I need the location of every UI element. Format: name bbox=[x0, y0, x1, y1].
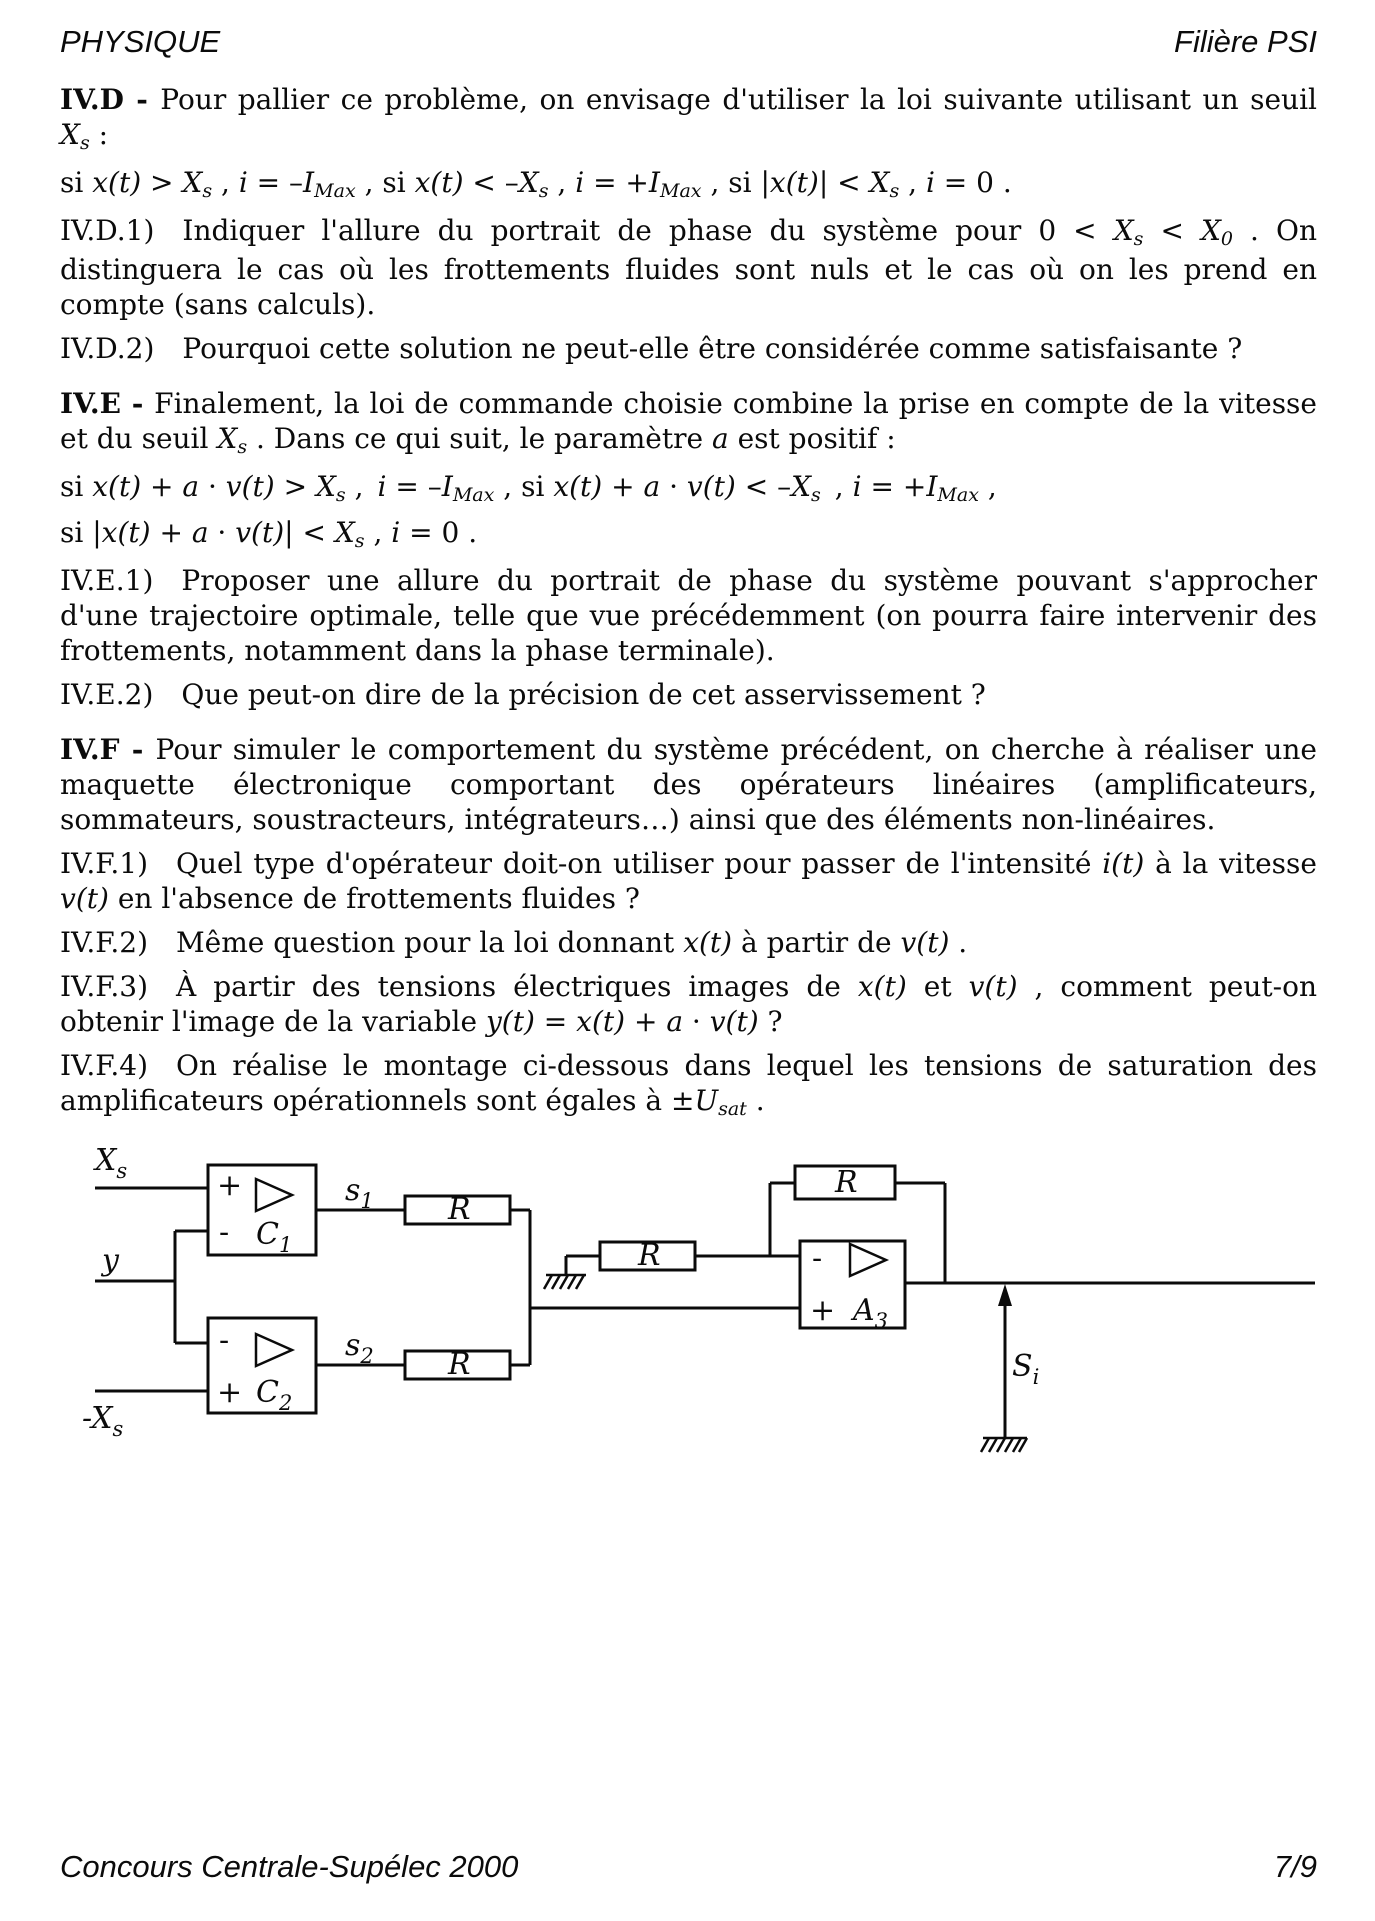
c2-minus-sign: - bbox=[219, 1323, 230, 1358]
question-ivf4: IV.F.4) On réalise le montage ci-dessous dans lequel les tensions de saturation des amplificateurs opérationnels sont égales à ±Usat . bbox=[60, 1049, 1317, 1120]
question-ivf1: IV.F.1) Quel type d'opérateur doit-on utiliser pour passer de l'intensité i(t) à la vitesse v(t) en l'absence de frottements fluides ? bbox=[60, 847, 1317, 915]
paragraph-ivd: IV.D - Pour pallier ce problème, on envisage d'utiliser la loi suivante utilisant un seuil Xs : bbox=[60, 83, 1317, 154]
c1-plus-sign: + bbox=[217, 1168, 243, 1203]
page-footer bbox=[60, 1849, 1317, 1885]
a3-plus-sign: + bbox=[810, 1293, 836, 1328]
c2-name: $C_2$ bbox=[256, 1375, 293, 1415]
resistor-r1 bbox=[405, 1192, 510, 1227]
question-ivd1: IV.D.1) Indiquer l'allure du portrait de phase du système pour 0 < Xs < X0 . On distinguera le cas où les frottements fluides sont nuls et le cas où on les prend en compte (sans calculs). bbox=[60, 214, 1317, 321]
question-ivf3: IV.F.3) À partir des tensions électriques images de x(t) et v(t) , comment peut-on obtenir l'image de la variable y(t) = x(t) + a · v(t) ? bbox=[60, 970, 1317, 1038]
question-ive2: IV.E.2) Que peut-on dire de la précision de cet asservissement ? bbox=[60, 678, 986, 711]
math-line-ive-1: si x(t) + a · v(t) > Xs , i = –IMax , si x(t) + a · v(t) < –Xs , i = +IMax , bbox=[60, 470, 997, 506]
label-si: $S_i$ bbox=[1012, 1349, 1040, 1389]
footer-exam-name: Concours Centrale-Supélec 2000 bbox=[60, 1849, 519, 1884]
c2-plus-sign: + bbox=[217, 1375, 243, 1410]
circuit-svg bbox=[60, 1138, 1317, 1488]
question-ivd2: IV.D.2) Pourquoi cette solution ne peut-elle être considérée comme satisfaisante ? bbox=[60, 332, 1243, 365]
circuit-diagram bbox=[60, 1138, 1317, 1488]
arrow-up-icon bbox=[998, 1284, 1012, 1306]
label-s1: $s_1$ bbox=[345, 1173, 374, 1213]
c1-minus-sign: - bbox=[219, 1215, 230, 1250]
ground-icon-bottom bbox=[981, 1438, 1027, 1452]
header-subject: PHYSIQUE bbox=[60, 24, 221, 59]
math-line-ive-2: si |x(t) + a · v(t)| < Xs , i = 0 . bbox=[60, 516, 478, 552]
math-line-ivd: si x(t) > Xs , i = –IMax , si x(t) < –Xs , i = +IMax , si |x(t)| < Xs , i = 0 . bbox=[60, 166, 1012, 202]
resistor-r2-label: R bbox=[448, 1347, 471, 1382]
question-ive1: IV.E.1) Proposer une allure du portrait de phase du système pouvant s'approcher d'une trajectoire optimale, telle que vue précédemment (on pourra faire intervenir des frottements, notamment dans la phase terminale). bbox=[60, 564, 1317, 667]
a3-minus-sign: - bbox=[812, 1241, 823, 1276]
a3-name: $A_3$ bbox=[853, 1293, 889, 1333]
header-track: Filière PSI bbox=[1174, 24, 1317, 59]
input-negxs-label: $-X_s$ bbox=[82, 1401, 124, 1441]
c1-name: $C_1$ bbox=[256, 1217, 293, 1257]
opamp-a3 bbox=[800, 1241, 905, 1333]
si-arrow bbox=[998, 1284, 1012, 1438]
footer-page-number: 7/9 bbox=[1273, 1849, 1317, 1884]
question-ivf2: IV.F.2) Même question pour la loi donnant x(t) à partir de v(t) . bbox=[60, 926, 968, 959]
wire-bus bbox=[530, 1210, 800, 1365]
comparator-c2 bbox=[208, 1318, 316, 1415]
page-header bbox=[60, 24, 1317, 60]
resistor-r2 bbox=[405, 1347, 510, 1382]
resistor-r3 bbox=[600, 1238, 695, 1273]
ground-icon bbox=[544, 1275, 586, 1289]
input-y-label: y bbox=[102, 1243, 119, 1278]
resistor-r3-label: R bbox=[638, 1238, 661, 1273]
paragraph-ive: IV.E - Finalement, la loi de commande choisie combine la prise en compte de la vitesse et du seuil Xs . Dans ce qui suit, le paramètre a est positif : bbox=[60, 387, 1318, 458]
label-s2: $s_2$ bbox=[345, 1328, 374, 1368]
resistor-r1-label: R bbox=[448, 1192, 471, 1227]
paragraph-ivf: IV.F - Pour simuler le comportement du système précédent, on cherche à réaliser une maquette électronique comportant des opérateurs linéaires (amplificateurs, sommateurs, soustracteurs, intégrateurs…) ainsi que des éléments non-linéaires. bbox=[60, 733, 1317, 836]
comparator-c1 bbox=[208, 1165, 316, 1257]
exam-body bbox=[60, 82, 1317, 1122]
resistor-r4-label: R bbox=[835, 1165, 858, 1200]
resistor-r4 bbox=[795, 1165, 895, 1200]
input-xs-label: $X_s$ bbox=[95, 1143, 128, 1183]
